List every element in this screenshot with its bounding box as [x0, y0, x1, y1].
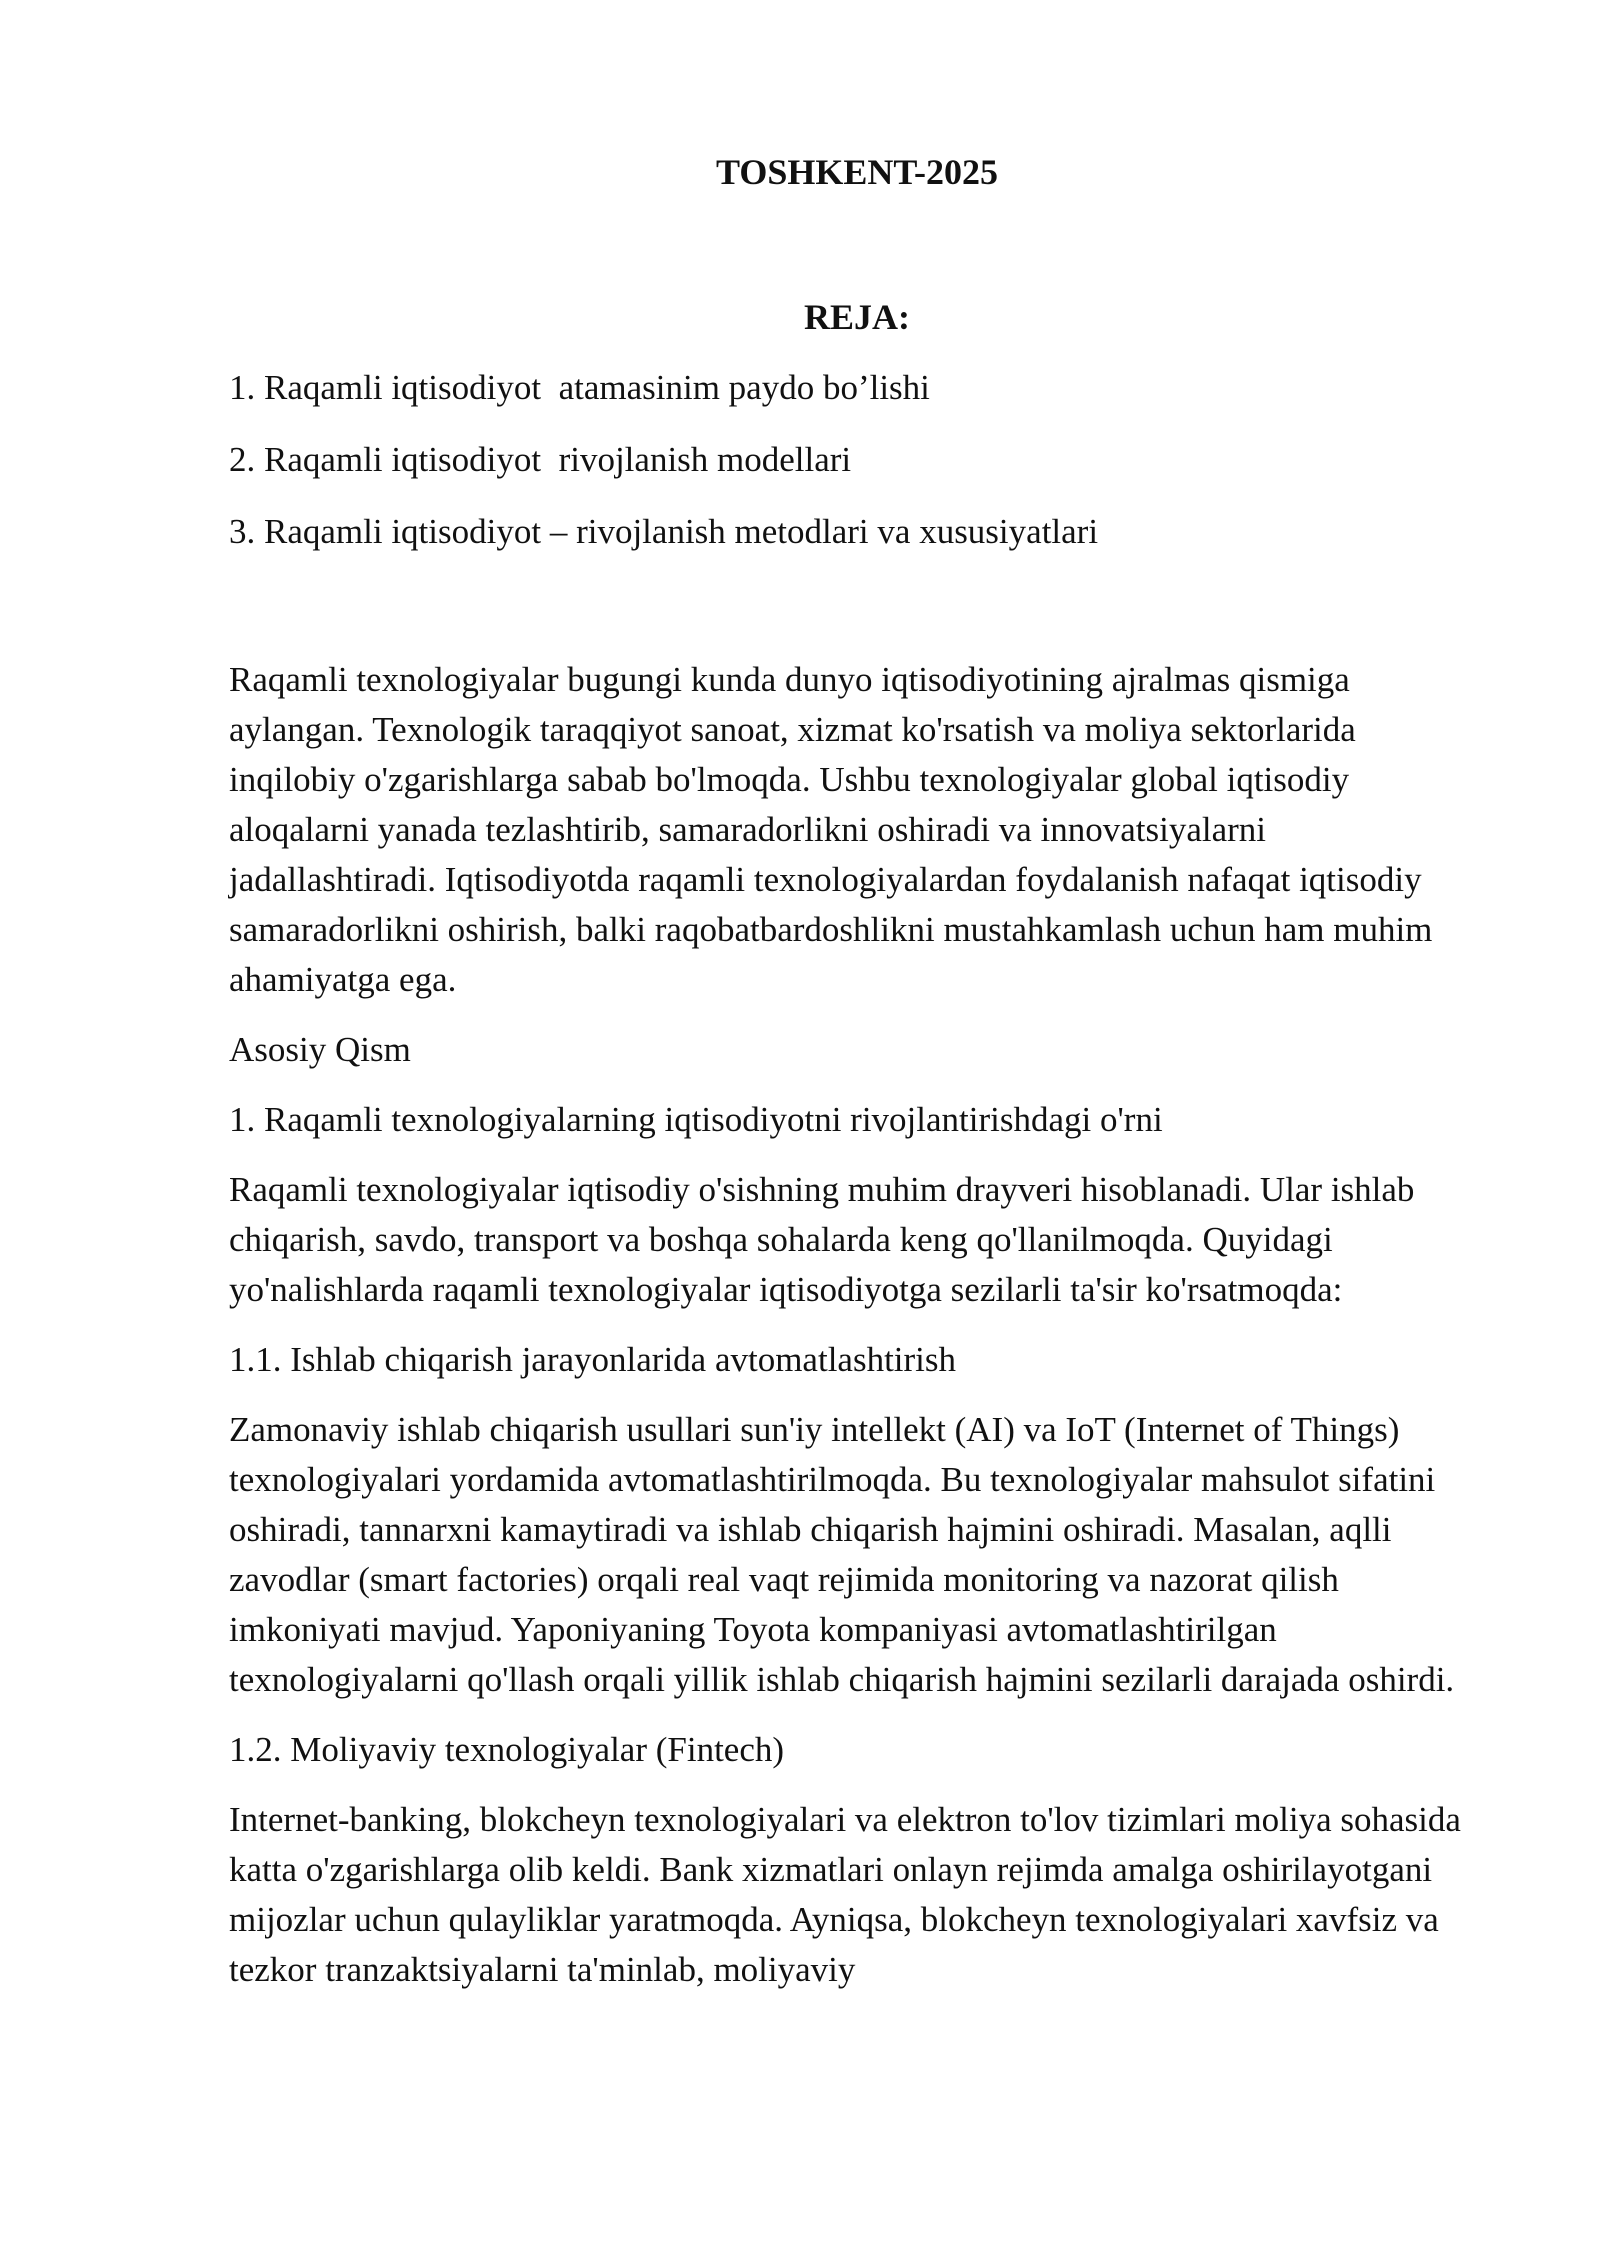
- document-body: [229, 655, 1479, 2015]
- city-year-title: TOSHKENT-2025: [715, 152, 999, 192]
- plan-title: REJA:: [804, 297, 910, 337]
- section-1-paragraph: Raqamli texnologiyalar iqtisodiy o'sishning muhim drayveri hisoblanadi. Ular ishlab chiqarish, savdo, transport va boshqa sohalarda keng qo'llanilmoqda. Quyidagi yo'nalishlarda raqamli texnologiyalar iqtisodiyotga sezilarli ta'sir ko'rsatmoqda:: [229, 1170, 1415, 1309]
- main-section-heading: Asosiy Qism: [229, 1030, 411, 1069]
- plan-item: 2. Raqamli iqtisodiyot rivojlanish modellari: [229, 440, 852, 479]
- plan-item: 3. Raqamli iqtisodiyot – rivojlanish metodlari va xususiyatlari: [229, 512, 1099, 551]
- section-1-heading: 1. Raqamli texnologiyalarning iqtisodiyotni rivojlantirishdagi o'rni: [229, 1100, 1163, 1139]
- section-1-1-paragraph: Zamonaviy ishlab chiqarish usullari sun'iy intellekt (AI) va IoT (Internet of Things) texnologiyalari yordamida avtomatlashtirilmoqda. Bu texnologiyalar mahsulot sifatini oshiradi, tannarxni kamaytiradi va ishlab chiqarish hajmini oshiradi. Masalan, aqlli zavodlar (smart factories) orqali real vaqt rejimida monitoring va nazorat qilish imkoniyati mavjud. Yaponiyaning Toyota kompaniyasi avtomatlashtirilgan texnologiyalarni qo'llash orqali yillik ishlab chiqarish hajmini sezilarli darajada oshirdi.: [229, 1410, 1455, 1699]
- plan-list: [229, 366, 1479, 582]
- section-1-1-heading: 1.1. Ishlab chiqarish jarayonlarida avtomatlashtirish: [229, 1340, 957, 1379]
- section-1-2-heading: 1.2. Moliyaviy texnologiyalar (Fintech): [229, 1730, 785, 1769]
- section-1-2-paragraph: Internet-banking, blokcheyn texnologiyalari va elektron to'lov tizimlari moliya sohasida katta o'zgarishlarga olib keldi. Bank xizmatlari onlayn rejimda amalga oshirilayotgani mijozlar uchun qulayliklar yaratmoqda. Ayniqsa, blokcheyn texnologiyalari xavfsiz va tezkor tranzaktsiyalarni ta'minlab, moliyaviy: [229, 1800, 1461, 1989]
- plan-item: 1. Raqamli iqtisodiyot atamasinim paydo bo’lishi: [229, 368, 930, 407]
- intro-paragraph: Raqamli texnologiyalar bugungi kunda dunyo iqtisodiyotining ajralmas qismiga aylangan. Texnologik taraqqiyot sanoat, xizmat ko'rsatish va moliya sektorlarida inqilobiy o'zgarishlarga sabab bo'lmoqda. Ushbu texnologiyalar global iqtisodiy aloqalarni yanada tezlashtirib, samaradorlikni oshiradi va innovatsiyalarni jadallashtiradi. Iqtisodiyotda raqamli texnologiyalardan foydalanish nafaqat iqtisodiy samaradorlikni oshirish, balki raqobatbardoshlikni mustahkamlash uchun ham muhim ahamiyatga ega.: [229, 660, 1433, 999]
